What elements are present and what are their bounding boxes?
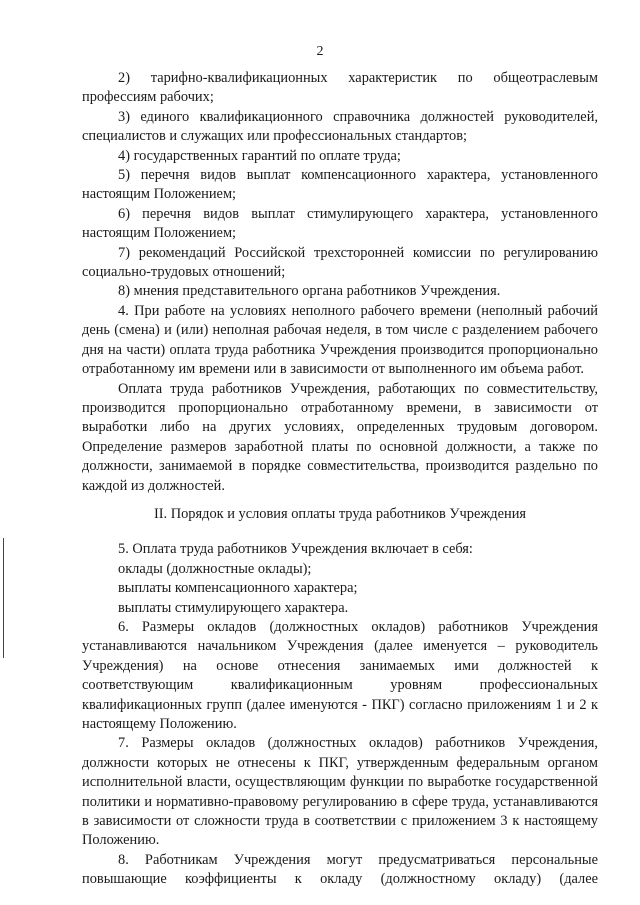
- list-item-7: 7) рекомендаций Российской трехсторонней комиссии по регулированию социально-трудовых отношений;: [82, 244, 598, 281]
- page-number: 2: [316, 44, 324, 59]
- clause-5-item-salaries: оклады (должностные оклады);: [118, 560, 312, 577]
- section-heading: II. Порядок и условия оплаты труда работников Учреждения: [153, 505, 527, 522]
- document-body: [82, 69, 598, 890]
- margin-mark: [3, 538, 4, 658]
- clause-8: 8. Работникам Учреждения могут предусматриваться персональные повышающие коэффициенты к окладу (должностному окладу) (далее: [82, 851, 598, 888]
- clause-6: 6. Размеры окладов (должностных окладов) работников Учреждения устанавливаются начальником Учреждения (далее именуется – руководитель Учреждения) на основе отнесения занимаемых ими должностей к соответствующим квалификационным уровням профессиональных квалификационных групп (далее именуются - ПКГ) согласно приложениям 1 и 2 к настоящему Положению.: [82, 618, 598, 732]
- list-item-3: 3) единого квалификационного справочника должностей руководителей, специалистов и служащих или профессиональных стандартов;: [82, 108, 598, 145]
- list-item-6: 6) перечня видов выплат стимулирующего характера, установленного настоящим Положением;: [82, 205, 598, 242]
- clause-4-part-time: Оплата труда работников Учреждения, работающих по совместительству, производится пропорционально отработанному времени, в зависимости от выработки либо на других условиях, определенных трудовым договором. Определение размеров заработной платы по основной должности, а также по должности, занимаемой в порядке совместительства, производится раздельно по каждой из должностей.: [82, 380, 598, 494]
- list-item-2: 2) тарифно-квалификационных характеристик по общеотраслевым профессиям рабочих;: [82, 70, 598, 106]
- list-item-4: 4) государственных гарантий по оплате труда;: [118, 147, 401, 164]
- clause-7: 7. Размеры окладов (должностных окладов) работников Учреждения, должности которых не отнесены к ПКГ, утвержденным федеральным органом исполнительной власти, осуществляющим функции по выработке государственной политики и нормативно-правовому регулированию в сфере труда, устанавливаются в зависимости от сложности труда в соответствии с приложением 3 к настоящему Положению.: [82, 735, 598, 849]
- list-item-8: 8) мнения представительного органа работников Учреждения.: [118, 283, 501, 300]
- list-item-5: 5) перечня видов выплат компенсационного характера, установленного настоящим Положением;: [82, 167, 598, 203]
- clause-5: 5. Оплата труда работников Учреждения включает в себя:: [118, 541, 473, 558]
- clause-5-item-compensation: выплаты компенсационного характера;: [118, 580, 358, 597]
- clause-4: 4. При работе на условиях неполного рабочего времени (неполный рабочий день (смена) и (или) неполная рабочая неделя, в том числе с разделением рабочего дня на части) оплата труда работника Учреждения производится пропорционально отработанному им времени или в зависимости от выполненного им объема работ.: [82, 302, 598, 378]
- clause-5-item-incentive: выплаты стимулирующего характера.: [118, 599, 349, 616]
